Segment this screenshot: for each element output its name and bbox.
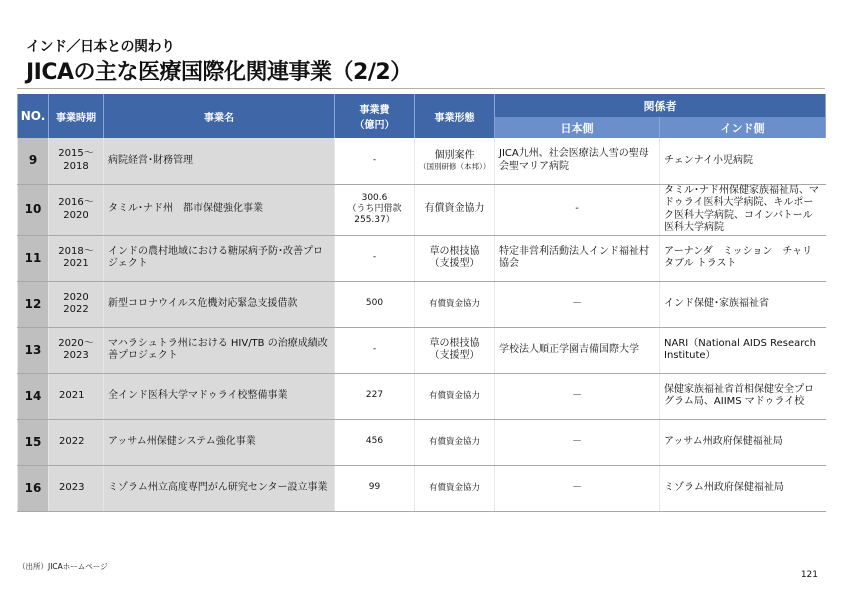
table-row — [18, 327, 826, 373]
row-form: 有償資金協力 — [415, 465, 495, 511]
row-japan-side: JICA九州、社会医療法人雪の聖母会聖マリア病院 — [495, 138, 660, 184]
row-japan-side: 特定非営利活動法人インド福祉村協会 — [495, 235, 660, 281]
row-number: 15 — [18, 419, 49, 465]
row-form: 草の根技協 （支援型） — [415, 327, 495, 373]
row-form: 有償資金協力 — [415, 419, 495, 465]
row-period: 2020～ 2023 — [49, 327, 104, 373]
page-title: JICAの主な医療国際化関連事業（2/2） — [26, 60, 412, 85]
row-project-name: 新型コロナウイルス危機対応緊急支援借款 — [104, 281, 335, 327]
row-india-side: アッサム州政府保健福祉局 — [660, 419, 826, 465]
row-project-name: タミル･ナド州 都市保健強化事業 — [104, 184, 335, 235]
table-row — [18, 184, 826, 235]
row-project-name: マハラシュトラ州における HIV/TB の治療成績改善プロジェクト — [104, 327, 335, 373]
row-period: 2022 — [49, 419, 104, 465]
column-header-name: 事業名 — [104, 94, 335, 138]
section-subtitle: インド／日本との関わり — [26, 39, 175, 55]
row-india-side: 保健家族福祉省首相保健安全プログラム局、AIIMS マドゥライ校 — [660, 373, 826, 419]
row-india-side: NARI（National AIDS Research Institute） — [660, 327, 826, 373]
row-form: 有償資金協力 — [415, 373, 495, 419]
row-number: 16 — [18, 465, 49, 511]
row-india-side: アーナンダ ミッション チャリタブル トラスト — [660, 235, 826, 281]
table-row — [18, 281, 826, 327]
row-japan-side: - — [495, 184, 660, 235]
row-form: 個別案件 （国別研修（本邦）） — [415, 138, 495, 184]
row-cost: - — [335, 138, 415, 184]
source-note: （出所）JICAホームページ — [18, 562, 108, 571]
column-header-no: NO. — [18, 94, 49, 138]
row-cost: 227 — [335, 373, 415, 419]
row-number: 11 — [18, 235, 49, 281]
row-number: 10 — [18, 184, 49, 235]
row-cost: 500 — [335, 281, 415, 327]
row-japan-side: 学校法人順正学園吉備国際大学 — [495, 327, 660, 373]
row-number: 14 — [18, 373, 49, 419]
row-form: 有償資金協力 — [415, 281, 495, 327]
row-india-side: チェンナイ小児病院 — [660, 138, 826, 184]
row-india-side: ミゾラム州政府保健福祉局 — [660, 465, 826, 511]
column-header-cost — [335, 94, 415, 138]
cost-header-line1: 事業費 — [359, 105, 390, 116]
row-japan-side: － — [495, 419, 660, 465]
row-japan-side: － — [495, 373, 660, 419]
column-header-japan-side: 日本側 — [495, 117, 660, 138]
table-row — [18, 419, 826, 465]
table-row — [18, 138, 826, 184]
cost-header-line2: （億円） — [354, 120, 395, 131]
row-japan-side: － — [495, 465, 660, 511]
table-row — [18, 235, 826, 281]
row-cost: - — [335, 235, 415, 281]
column-header-india-side: インド側 — [660, 117, 826, 138]
row-number: 9 — [18, 138, 49, 184]
row-form: 有償資金協力 — [415, 184, 495, 235]
projects-table — [17, 94, 826, 512]
row-project-name: ミゾラム州立高度専門がん研究センター設立事業 — [104, 465, 335, 511]
row-period: 2023 — [49, 465, 104, 511]
title-divider — [17, 88, 825, 89]
row-period: 2016～ 2020 — [49, 184, 104, 235]
row-cost: 456 — [335, 419, 415, 465]
row-number: 13 — [18, 327, 49, 373]
row-india-side: タミル･ナド州保健家族福祉局、マドゥライ医科大学病院、キルポーク医科大学病院、コインバトール医科大学病院 — [660, 184, 826, 235]
row-period: 2021 — [49, 373, 104, 419]
row-period: 2015～ 2018 — [49, 138, 104, 184]
row-project-name: 全インド医科大学マドゥライ校整備事業 — [104, 373, 335, 419]
row-number: 12 — [18, 281, 49, 327]
table-row — [18, 465, 826, 511]
row-project-name: インドの農村地域における糖尿病予防･改善プロジェクト — [104, 235, 335, 281]
column-header-form: 事業形態 — [415, 94, 495, 138]
row-form: 草の根技協 （支援型） — [415, 235, 495, 281]
row-period: 2020 2022 — [49, 281, 104, 327]
column-header-stakeholders: 関係者 — [495, 94, 826, 117]
row-cost: - — [335, 327, 415, 373]
row-cost: 99 — [335, 465, 415, 511]
row-cost: 300.6 （うち円借款 255.37） — [335, 184, 415, 235]
page-number: 121 — [800, 570, 818, 580]
row-period: 2018～ 2021 — [49, 235, 104, 281]
table-row — [18, 373, 826, 419]
column-header-period: 事業時期 — [49, 94, 104, 138]
row-india-side: インド保健･家族福祉省 — [660, 281, 826, 327]
row-japan-side: － — [495, 281, 660, 327]
row-project-name: アッサム州保健システム強化事業 — [104, 419, 335, 465]
row-project-name: 病院経営･財務管理 — [104, 138, 335, 184]
